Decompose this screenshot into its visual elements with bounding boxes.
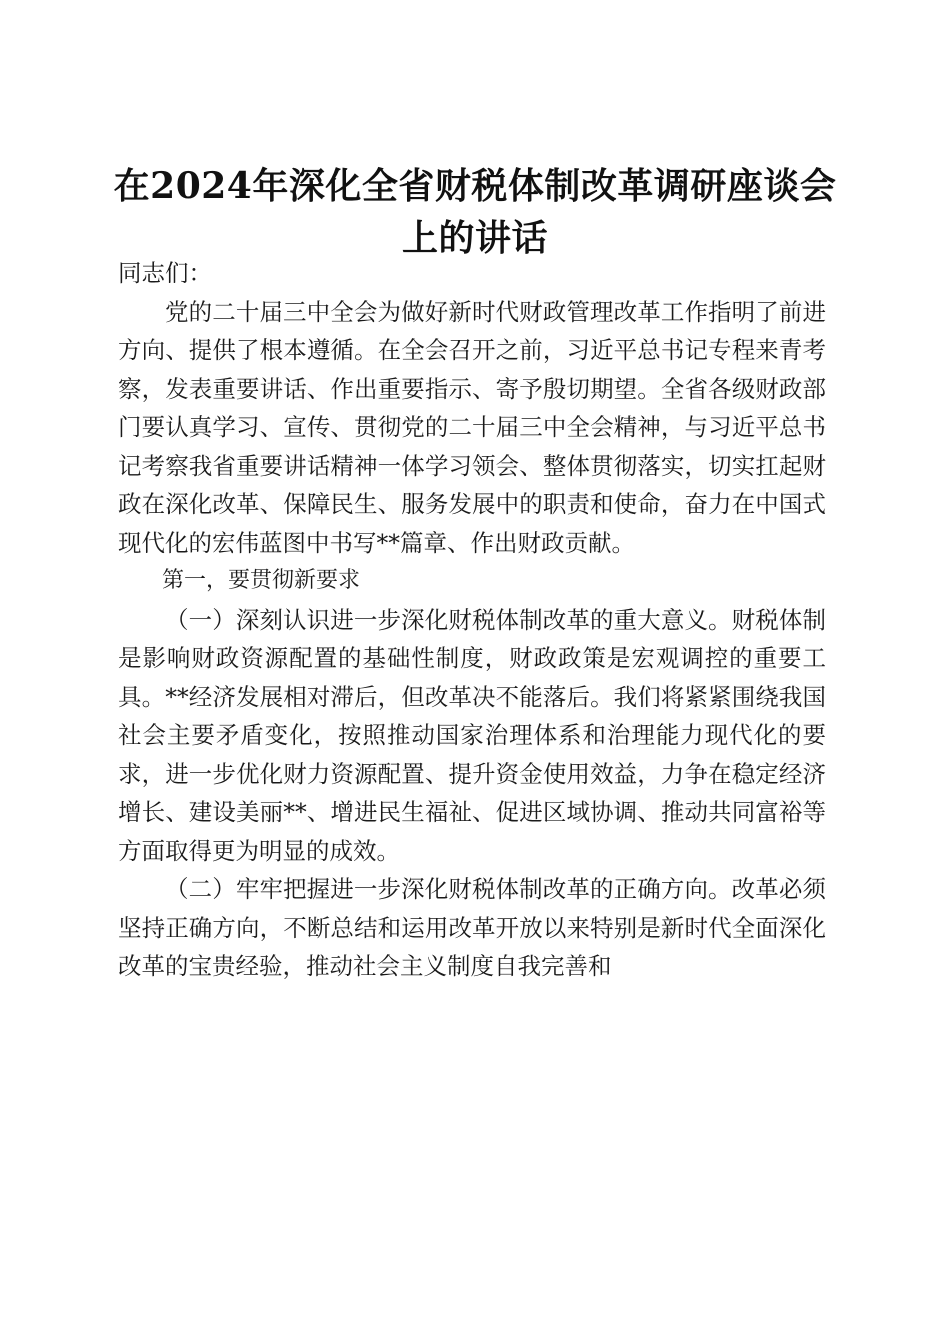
item-1-lead: （一）深刻认识进一步深化财税体制改革的重大意义。: [165, 605, 732, 634]
item-1-text: 财税体制是影响财政资源配置的基础性制度，财政政策是宏观调控的重要工具。**经济发展相对滞后，但改革决不能落后。我们将紧紧围绕我国社会主要矛盾变化，按照推动国家治理体系和治理能力现代化的要求，进一步优化财力资源配置、提升资金使用效益，力争在稳定经济增长、建设美丽**、增进民生福祉、促进区域协调、推动共同富裕等方面取得更为明显的成效。: [118, 605, 827, 865]
paragraph-item-1: [118, 601, 826, 871]
section-heading: 第一，要贯彻新要求: [162, 568, 361, 593]
title-line-2: 上的讲话: [401, 217, 548, 260]
item-2-text: 改革必须坚持正确方向，不断总结和运用改革开放以来特别是新时代全面深化改革的宝贵经验，推动社会主义制度自我完善和: [118, 875, 827, 980]
document-body: [118, 254, 826, 986]
title-line-1: 在2024年深化全省财税体制改革调研座谈会: [113, 165, 837, 208]
paragraph-item-2: [118, 870, 826, 986]
intro-paragraph: 党的二十届三中全会为做好新时代财政管理改革工作指明了前进方向、提供了根本遵循。在全会召开之前，习近平总书记专程来青考察，发表重要讲话、作出重要指示、寄予殷切期望。全省各级财政部门要认真学习、宣传、贯彻党的二十届三中全会精神，与习近平总书记考察我省重要讲话精神一体学习领会、整体贯彻落实，切实扛起财政在深化改革、保障民生、服务发展中的职责和使命，奋力在中国式现代化的宏伟蓝图中书写**篇章、作出财政贡献。: [118, 297, 826, 557]
item-2-lead: （二）牢牢把握进一步深化财税体制改革的正确方向。: [165, 875, 732, 903]
salutation: 同志们：: [118, 259, 212, 287]
document-title: [80, 160, 870, 264]
